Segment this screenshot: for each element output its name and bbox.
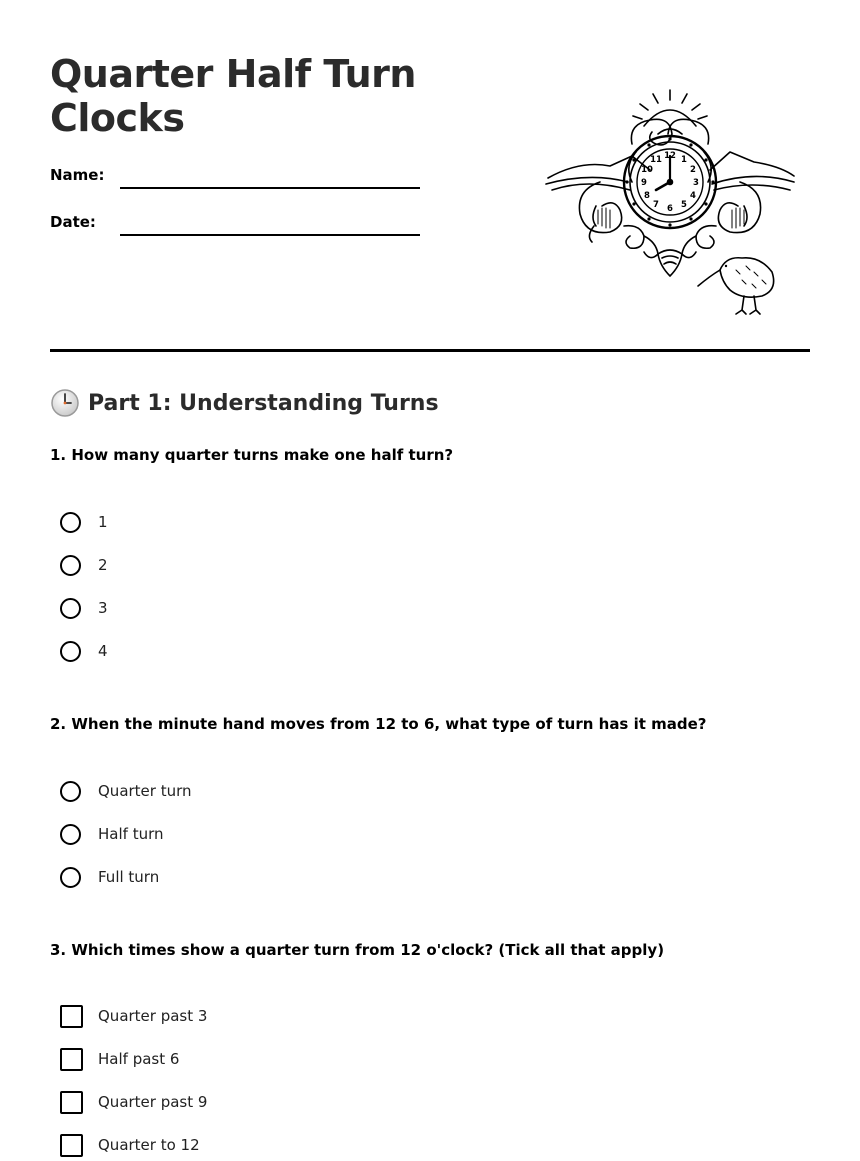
q1-option-4[interactable]: [60, 638, 108, 664]
q3-option-1[interactable]: [60, 1003, 207, 1029]
clock-illustration: [540, 86, 800, 320]
radio-button[interactable]: [60, 512, 81, 533]
page-title: [50, 52, 416, 140]
numeral: 10: [641, 165, 653, 175]
option-label: Full turn: [98, 868, 160, 886]
radio-button[interactable]: [60, 824, 81, 845]
numeral: 5: [681, 200, 687, 210]
q2-option-2[interactable]: [60, 821, 164, 847]
option-label: Quarter past 3: [98, 1007, 208, 1025]
sun-rays: [633, 90, 707, 126]
section-heading: [50, 388, 439, 418]
numeral: 3: [693, 178, 699, 188]
section-title: Part 1: Understanding Turns: [88, 390, 439, 416]
question-3: 3. Which times show a quarter turn from 12 o'clock? (Tick all that apply): [50, 941, 665, 959]
option-label: 2: [98, 556, 108, 574]
numeral: 12: [664, 151, 676, 161]
option-label: Quarter to 12: [98, 1136, 200, 1154]
checkbox[interactable]: [60, 1091, 83, 1114]
option-label: Quarter turn: [98, 782, 192, 800]
radio-button[interactable]: [60, 641, 81, 662]
q3-option-3[interactable]: [60, 1089, 207, 1115]
numeral: 11: [650, 155, 662, 165]
numeral: 9: [641, 178, 647, 188]
name-field[interactable]: [120, 187, 420, 189]
date-label: Date:: [50, 213, 96, 231]
question-2: 2. When the minute hand moves from 12 to 6, what type of turn has it made?: [50, 715, 707, 733]
option-label: 4: [98, 642, 108, 660]
option-label: 1: [98, 513, 108, 531]
q3-option-2[interactable]: [60, 1046, 179, 1072]
radio-button[interactable]: [60, 781, 81, 802]
numeral: 1: [681, 155, 687, 165]
numeral: 2: [690, 165, 696, 175]
option-label: 3: [98, 599, 108, 617]
numeral: 8: [644, 191, 650, 201]
clock-icon: [50, 388, 80, 418]
q3-option-4[interactable]: [60, 1132, 200, 1158]
numeral: 4: [690, 191, 696, 201]
q1-option-2[interactable]: [60, 552, 108, 578]
name-label: Name:: [50, 166, 105, 184]
q1-option-1[interactable]: [60, 509, 108, 535]
kiwi-icon: [698, 258, 774, 314]
section-divider: [50, 349, 810, 352]
title-line-1: Quarter Half Turn: [50, 52, 416, 96]
numeral: 6: [667, 204, 673, 214]
option-label: Quarter past 9: [98, 1093, 208, 1111]
option-label: Half turn: [98, 825, 164, 843]
q2-option-3[interactable]: [60, 864, 159, 890]
title-line-2: Clocks: [50, 96, 185, 140]
radio-button[interactable]: [60, 867, 81, 888]
date-field[interactable]: [120, 234, 420, 236]
q2-option-1[interactable]: [60, 778, 192, 804]
q1-option-3[interactable]: [60, 595, 108, 621]
checkbox[interactable]: [60, 1005, 83, 1028]
checkbox[interactable]: [60, 1048, 83, 1071]
option-label: Half past 6: [98, 1050, 180, 1068]
checkbox[interactable]: [60, 1134, 83, 1157]
numeral: 7: [653, 200, 659, 210]
radio-button[interactable]: [60, 555, 81, 576]
question-1: 1. How many quarter turns make one half turn?: [50, 446, 454, 464]
radio-button[interactable]: [60, 598, 81, 619]
